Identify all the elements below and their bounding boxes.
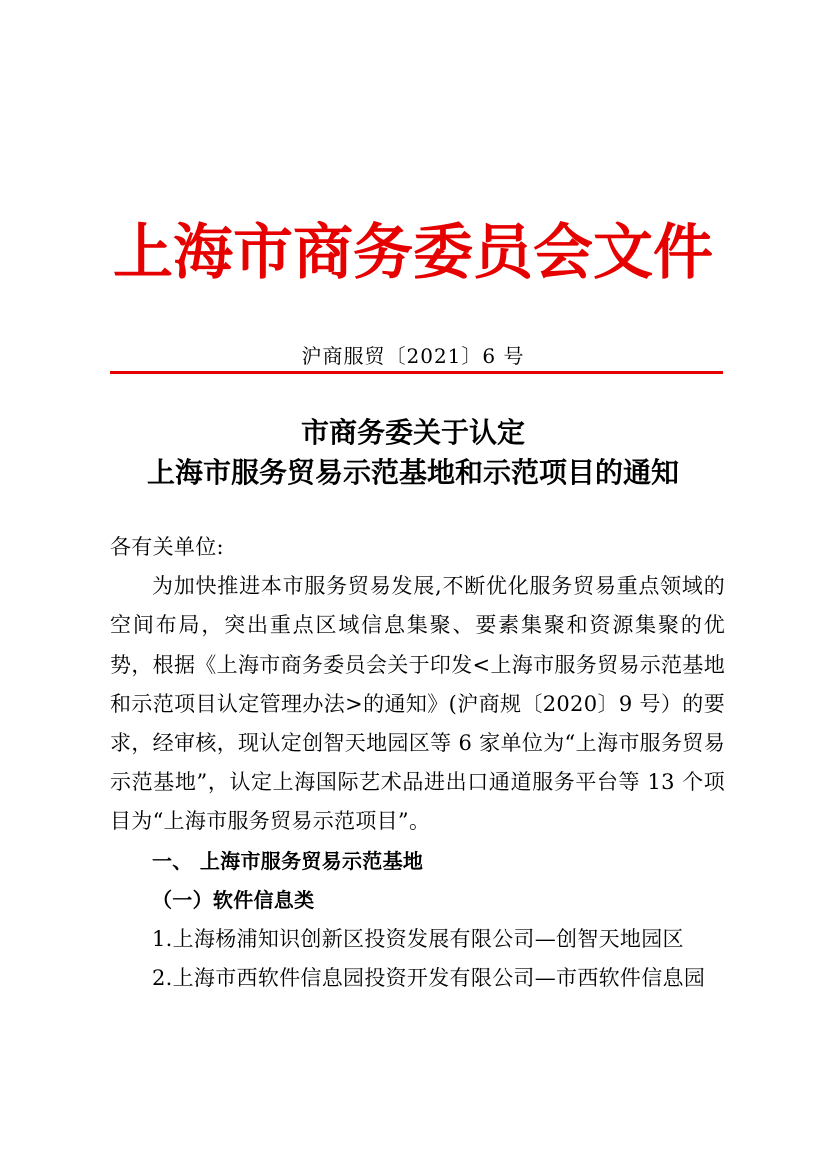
document-title [0,413,826,493]
document-body [110,528,725,998]
subsection-heading: （一）软件信息类 [152,887,315,912]
red-divider-line [110,371,723,374]
section-heading: 一、 上海市服务贸易示范基地 [152,848,424,873]
document-title-line-2: 上海市服务贸易示范基地和示范项目的通知 [146,456,679,489]
body-paragraph: 为加快推进本市服务贸易发展,不断优化服务贸易重点领域的空间布局，突出重点区域信息集聚、要素集聚和资源集聚的优势，根据《上海市商务委员会关于印发<上海市服务贸易示范基地和示范项目认定管理办法>的通知》(沪商规〔2020〕9 号）的要求，经审核，现认定创智天地园区等 6 家单位为“上海市服务贸易示范基地”，认定上海国际艺术品进出口通道服务平台等 13 个项目为“上海市服务贸易示范项目”。 [110,574,725,834]
list-item: 2.上海市西软件信息园投资开发有限公司—市西软件信息园 [152,966,706,991]
issuing-authority-header: 上海市商务委员会文件 [113,218,713,288]
salutation: 各有关单位: [110,535,224,559]
document-number: 沪商服贸〔2021〕6 号 [301,344,525,368]
list-item: 1.上海杨浦知识创新区投资发展有限公司—创智天地园区 [152,927,684,952]
document-title-line-1: 市商务委关于认定 [300,416,525,449]
